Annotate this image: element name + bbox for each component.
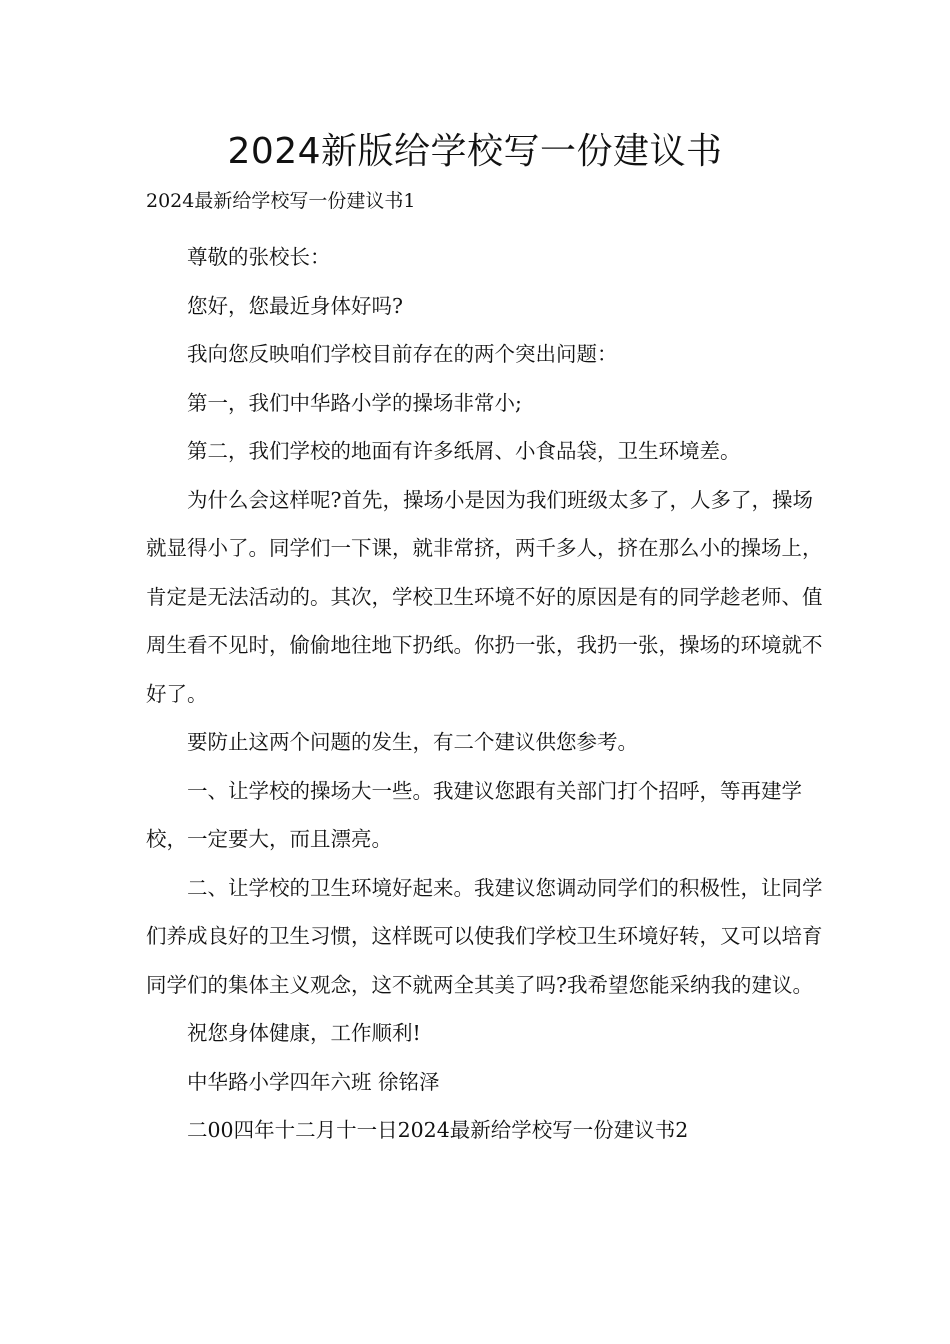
document-subtitle: 2024最新给学校写一份建议书1 — [146, 190, 416, 212]
closing-wish: 祝您身体健康，工作顺利! — [187, 1021, 421, 1045]
signature: 中华路小学四年六班 徐铭泽 — [187, 1069, 440, 1094]
intro-paragraph: 我向您反映咱们学校目前存在的两个突出问题： — [187, 342, 618, 366]
greeting: 您好，您最近身体好吗? — [187, 293, 403, 318]
suggestion-one: 一、让学校的操场大一些。我建议您跟有关部门打个招呼，等再建学校，一定要大，而且漂亮。 — [146, 778, 802, 851]
problem-one: 第一，我们中华路小学的操场非常小; — [187, 390, 522, 415]
reason-paragraph: 为什么会这样呢?首先，操场小是因为我们班级太多了，人多了，操场就显得小了。同学们一下课，就非常挤，两千多人，挤在那么小的操场上，肯定是无法活动的。其次，学校卫生环境不好的原因是有的同学趁老师、值周生看不见时，偷偷地往地下扔纸。你扔一张，我扔一张，操场的环境就不好了。 — [146, 487, 823, 706]
document-body — [146, 233, 826, 1155]
suggestion-two: 二、让学校的卫生环境好起来。我建议您调动同学们的积极性，让同学们养成良好的卫生习惯，这样既可以使我们学校卫生环境好转，又可以培育同学们的集体主义观念，这不就两全其美了吗?我希望您能采纳我的建议。 — [146, 875, 823, 997]
suggestion-intro: 要防止这两个问题的发生，有二个建议供您参考。 — [187, 730, 638, 754]
date-line: 二00四年十二月十一日2024最新给学校写一份建议书2 — [187, 1118, 689, 1142]
document-title: 2024新版给学校写一份建议书 — [227, 131, 723, 172]
salutation: 尊敬的张校长： — [187, 245, 331, 269]
problem-two: 第二，我们学校的地面有许多纸屑、小食品袋，卫生环境差。 — [187, 439, 741, 463]
